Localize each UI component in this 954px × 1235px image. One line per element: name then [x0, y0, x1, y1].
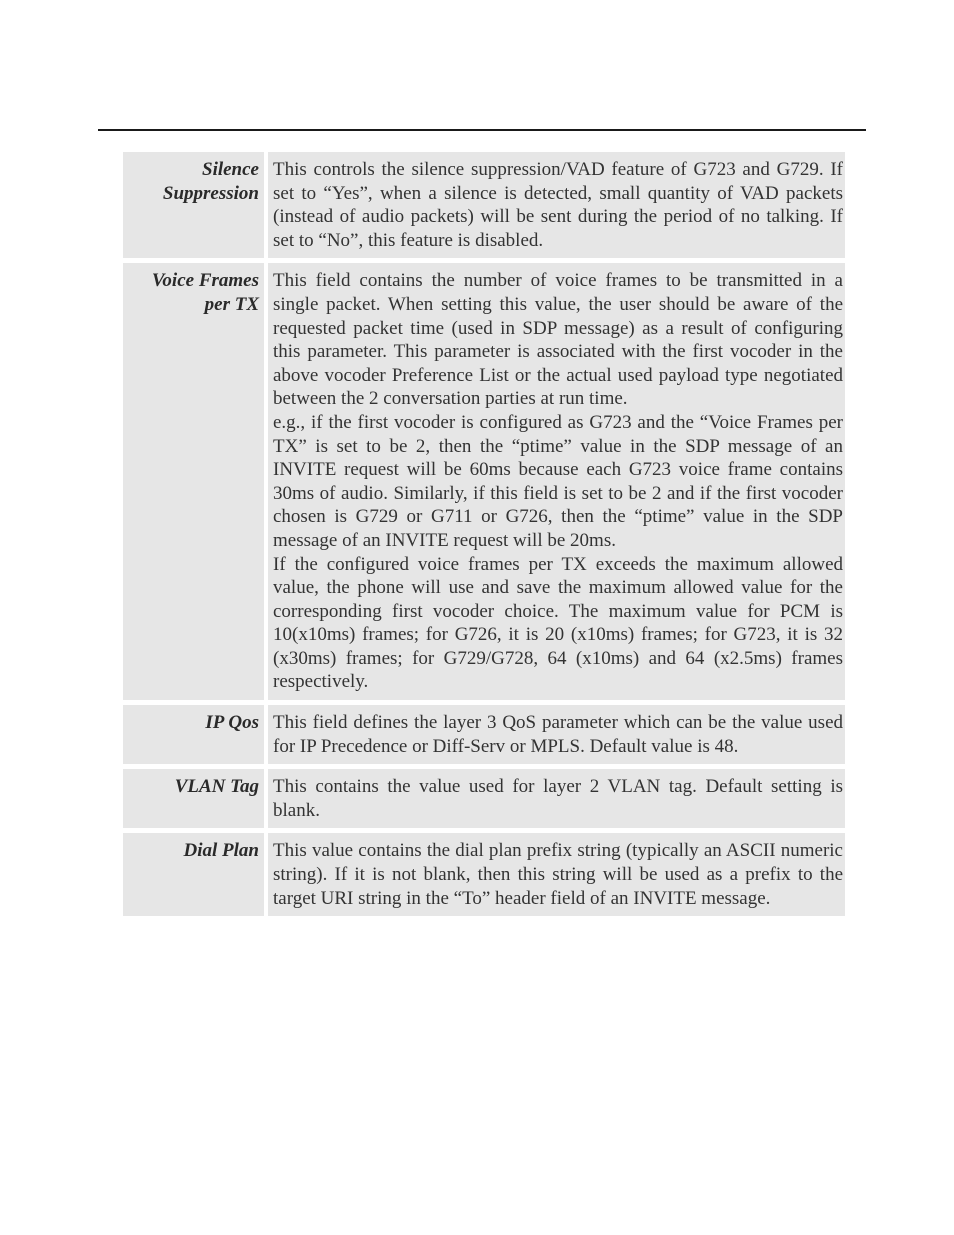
param-description — [268, 833, 845, 916]
description-paragraph: This value contains the dial plan prefix string (typically an ASCII numeric string). If it is not blank, then this string will be used as a prefix to the target URI string in the “To” header field of an INVITE message. — [273, 840, 843, 909]
description-paragraph: e.g., if the first vocoder is configured as G723 and the “Voice Frames per TX” is set to be 2, then the “ptime” value in the SDP message of an INVITE request will be 60ms because each G723 voice frame contains 30ms of audio. Similarly, if this field is set to be 2 and if the first vocoder chosen is G729 or G711 or G726, then the “ptime” value in the SDP message of an INVITE request will be 20ms. — [273, 411, 843, 551]
header-rule — [98, 129, 866, 131]
description-paragraph: This field defines the layer 3 QoS parameter which can be the value used for IP Precedence or Diff-Serv or MPLS. Default value is 48. — [273, 712, 843, 757]
description-paragraph: If the configured voice frames per TX exceeds the maximum allowed value, the phone will use and save the maximum allowed value for the corresponding first vocoder choice. The maximum value for PCM is 10(x10ms) frames; for G726, it is 20 (x10ms) frames; for G723, it is 32 (x30ms) frames; for G729/G728, 64 (x10ms) and 64 (x2.5ms) frames respectively. — [273, 553, 843, 693]
param-description — [268, 705, 845, 764]
description-paragraph: This controls the silence suppression/VAD feature of G723 and G729. If set to “Yes”, when a silence is detected, small quantity of VAD packets (instead of audio packets) will be sent during the period of no talking. If set to “No”, this feature is disabled. — [273, 159, 843, 251]
description-paragraph: This field contains the number of voice frames to be transmitted in a single packet. When setting this value, the user should be aware of the requested packet time (used in SDP message) as a result of configuring this parameter. This parameter is associated with the first vocoder in the above vocoder Preference List or the actual used payload type negotiated between the 2 conversation parties at run time. — [273, 270, 843, 410]
table-row-silence-suppression — [123, 152, 845, 258]
param-label: IP Qos — [123, 705, 264, 764]
param-label: Voice Frames per TX — [123, 263, 264, 700]
param-label: Silence Suppression — [123, 152, 264, 258]
table-row-dial-plan — [123, 833, 845, 916]
param-description — [268, 769, 845, 828]
description-paragraph: This contains the value used for layer 2 VLAN tag. Default setting is blank. — [273, 776, 843, 821]
param-description — [268, 263, 845, 700]
table-row-voice-frames-per-tx — [123, 263, 845, 700]
table-row-ip-qos — [123, 705, 845, 764]
param-label: VLAN Tag — [123, 769, 264, 828]
table-row-vlan-tag — [123, 769, 845, 828]
parameter-table — [123, 152, 845, 921]
param-description — [268, 152, 845, 258]
param-label: Dial Plan — [123, 833, 264, 916]
